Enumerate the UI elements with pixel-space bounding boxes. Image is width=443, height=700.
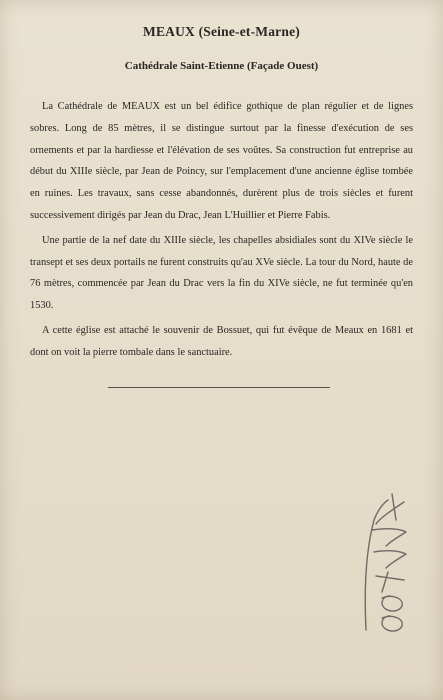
document-subtitle: Cathédrale Saint-Etienne (Façade Ouest)	[124, 60, 319, 72]
handwritten-pencil-mark	[352, 480, 422, 650]
paragraph-2: Une partie de la nef date du XIIIe siècle, les chapelles absidiales sont du XIVe siècle le transept et ses deux portails ne furent construits qu'au XVe siècle. La tour du Nord, haute de 76 mètres, commencée par Jean du Drac vers la fin du XIVe siècle, ne fut terminée qu'en 1530.	[30, 234, 413, 312]
handwritten-note	[352, 480, 422, 650]
paragraph-1: La Cathédrale de MEAUX est un bel édifice gothique de plan régulier et de lignes sobres. Long de 85 mètres, il se distingue surtout par la finesse d'exécution de ses ornements et par la hardiesse et l'élévation de ses voûtes. Sa construction fut entreprise au début du XIIIe siècle, par Jean de Poincy, sur l'emplacement d'une ancienne église tombée en ruines. Les travaux, sans cesse abandonnés, durèrent plus de trois siècles et furent successivement dirigés par Jean du Drac, Jean L'Huillier et Pierre Fabis.	[30, 101, 413, 221]
paragraph-3: A cette église est attaché le souvenir de Bossuet, qui fut évêque de Meaux en 1681 et dont on voit la pierre tombale dans le sanctuaire.	[30, 324, 413, 358]
document-title: MEAUX (Seine-et-Marne)	[143, 24, 300, 39]
divider-rule	[108, 387, 330, 388]
body-text	[30, 96, 413, 367]
